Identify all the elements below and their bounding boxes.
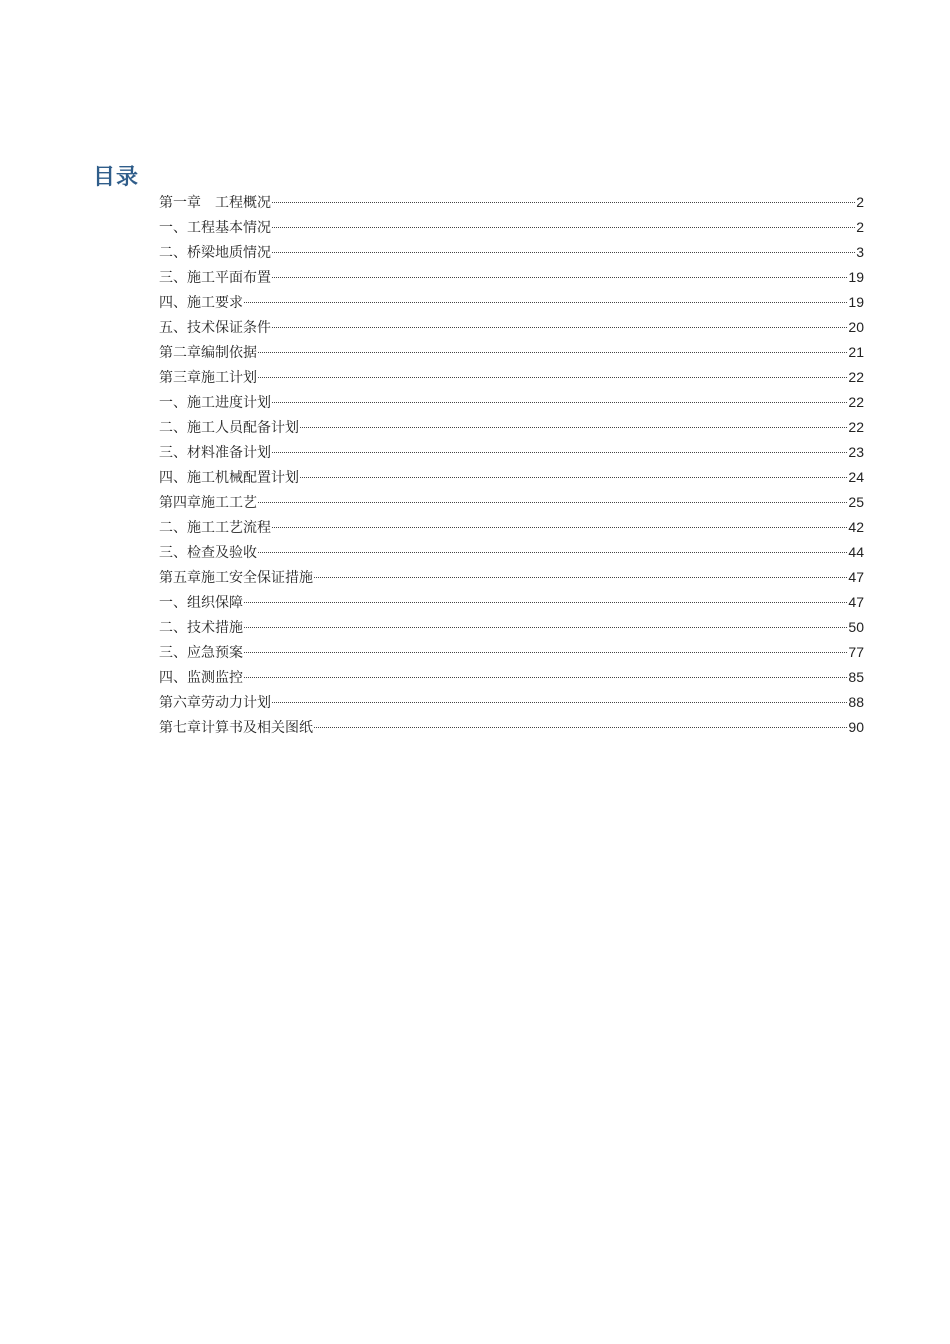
toc-entry[interactable] xyxy=(159,590,864,615)
toc-entry[interactable] xyxy=(159,665,864,690)
toc-entry-label: 二、施工人员配备计划 xyxy=(159,420,299,436)
toc-entry-page-number: 21 xyxy=(848,344,864,360)
toc-entry[interactable] xyxy=(159,390,864,415)
toc-entry-label: 二、技术措施 xyxy=(159,620,243,636)
toc-entry-label: 四、监测监控 xyxy=(159,670,243,686)
toc-entry-label: 三、应急预案 xyxy=(159,645,243,661)
toc-dot-leader xyxy=(244,627,847,628)
toc-dot-leader xyxy=(272,702,847,703)
toc-entry-page-number: 44 xyxy=(848,544,864,560)
toc-dot-leader xyxy=(272,402,847,403)
toc-entry-page-number: 47 xyxy=(848,569,864,585)
toc-entry[interactable] xyxy=(159,190,864,215)
toc-dot-leader xyxy=(244,652,847,653)
toc-dot-leader xyxy=(244,302,847,303)
toc-dot-leader xyxy=(258,502,847,503)
toc-dot-leader xyxy=(272,202,855,203)
toc-entry[interactable] xyxy=(159,615,864,640)
toc-entry[interactable] xyxy=(159,490,864,515)
toc-entry[interactable] xyxy=(159,365,864,390)
toc-entry-page-number: 22 xyxy=(848,419,864,435)
toc-entry-page-number: 22 xyxy=(848,394,864,410)
toc-entry-page-number: 77 xyxy=(848,644,864,660)
toc-entry[interactable] xyxy=(159,640,864,665)
toc-entry-label: 四、施工机械配置计划 xyxy=(159,470,299,486)
toc-dot-leader xyxy=(258,352,847,353)
toc-entry[interactable] xyxy=(159,715,864,740)
toc-entry[interactable] xyxy=(159,565,864,590)
toc-entry-label: 第二章编制依据 xyxy=(159,345,257,361)
toc-entry-label: 一、组织保障 xyxy=(159,595,243,611)
toc-entry-label: 一、工程基本情况 xyxy=(159,220,271,236)
toc-entry-label: 第四章施工工艺 xyxy=(159,495,257,511)
toc-dot-leader xyxy=(300,427,847,428)
toc-entry-page-number: 85 xyxy=(848,669,864,685)
toc-entry-label: 三、材料准备计划 xyxy=(159,445,271,461)
toc-entry-label: 第三章施工计划 xyxy=(159,370,257,386)
toc-dot-leader xyxy=(244,602,847,603)
toc-entry-label: 第一章 工程概况 xyxy=(159,195,271,211)
toc-dot-leader xyxy=(272,527,847,528)
toc-entry[interactable] xyxy=(159,265,864,290)
toc-title: 目录 xyxy=(93,165,140,190)
toc-dot-leader xyxy=(258,552,847,553)
toc-entry-page-number: 50 xyxy=(848,619,864,635)
toc-dot-leader xyxy=(314,727,847,728)
toc-dot-leader xyxy=(272,252,855,253)
toc-entry-page-number: 90 xyxy=(848,719,864,735)
toc-dot-leader xyxy=(272,327,847,328)
toc-entry-page-number: 19 xyxy=(848,269,864,285)
toc-dot-leader xyxy=(314,577,847,578)
toc-entry[interactable] xyxy=(159,290,864,315)
toc-dot-leader xyxy=(244,677,847,678)
toc-entry-label: 第六章劳动力计划 xyxy=(159,695,271,711)
toc-dot-leader xyxy=(272,452,847,453)
toc-entry[interactable] xyxy=(159,340,864,365)
toc-entry-label: 四、施工要求 xyxy=(159,295,243,311)
toc-entry[interactable] xyxy=(159,690,864,715)
toc-entry-label: 一、施工进度计划 xyxy=(159,395,271,411)
toc-entry-page-number: 2 xyxy=(856,194,864,210)
toc-entry-page-number: 3 xyxy=(856,244,864,260)
toc-entry-label: 二、施工工艺流程 xyxy=(159,520,271,536)
toc-dot-leader xyxy=(272,227,855,228)
toc-list xyxy=(159,190,864,740)
toc-dot-leader xyxy=(300,477,847,478)
toc-entry[interactable] xyxy=(159,540,864,565)
toc-entry-label: 五、技术保证条件 xyxy=(159,320,271,336)
toc-entry-page-number: 88 xyxy=(848,694,864,710)
toc-dot-leader xyxy=(258,377,847,378)
toc-entry-page-number: 2 xyxy=(856,219,864,235)
toc-entry-page-number: 19 xyxy=(848,294,864,310)
toc-entry-page-number: 22 xyxy=(848,369,864,385)
toc-entry-page-number: 47 xyxy=(848,594,864,610)
toc-entry-page-number: 25 xyxy=(848,494,864,510)
toc-entry-label: 第五章施工安全保证措施 xyxy=(159,570,313,586)
toc-entry[interactable] xyxy=(159,440,864,465)
toc-entry[interactable] xyxy=(159,240,864,265)
toc-entry[interactable] xyxy=(159,465,864,490)
toc-entry-label: 第七章计算书及相关图纸 xyxy=(159,720,313,736)
toc-entry-page-number: 23 xyxy=(848,444,864,460)
toc-entry[interactable] xyxy=(159,515,864,540)
toc-entry[interactable] xyxy=(159,415,864,440)
toc-entry-page-number: 20 xyxy=(848,319,864,335)
toc-entry[interactable] xyxy=(159,215,864,240)
toc-entry-label: 三、检查及验收 xyxy=(159,545,257,561)
toc-entry-label: 三、施工平面布置 xyxy=(159,270,271,286)
toc-entry-page-number: 42 xyxy=(848,519,864,535)
toc-entry[interactable] xyxy=(159,315,864,340)
toc-entry-label: 二、桥梁地质情况 xyxy=(159,245,271,261)
toc-dot-leader xyxy=(272,277,847,278)
toc-entry-page-number: 24 xyxy=(848,469,864,485)
